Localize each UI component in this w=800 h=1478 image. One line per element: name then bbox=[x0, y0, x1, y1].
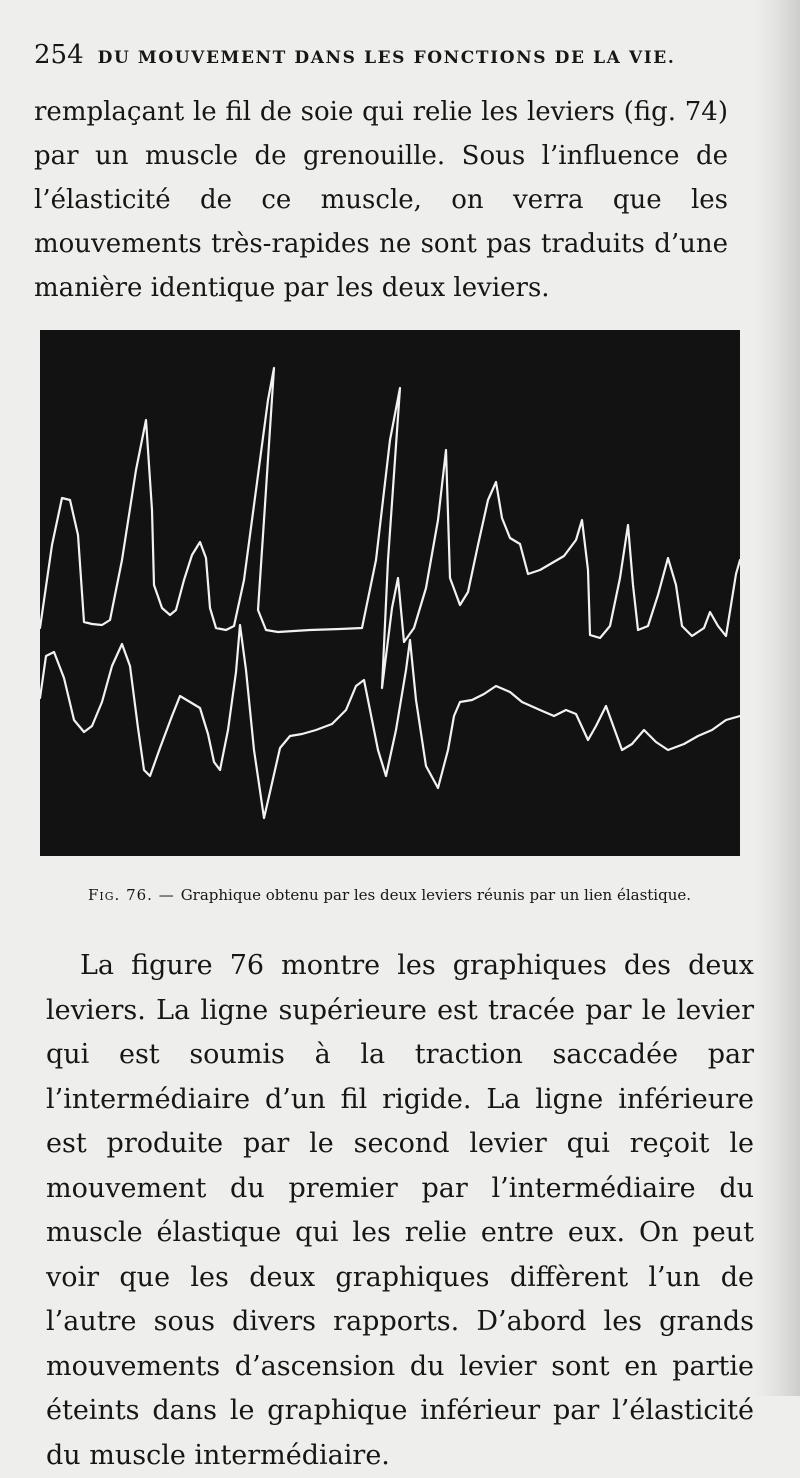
kymograph-traces bbox=[40, 330, 740, 856]
paragraph-bottom-text: La figure 76 montre les graphiques des deux leviers. La ligne supérieure est tracée par le levier qui est soumis à la traction saccadée par l’intermédiaire d’un fil rigide. La ligne inférieure est produite par le second levier qui reçoit le mouvement du premier par l’intermédiaire du muscle élastique qui les relie entre eux. On peut voir que les deux graphiques diffèrent l’un de l’autre sous divers rapports. D’abord les grands mouvements d’ascension du levier sont en partie éteints dans le graphique inférieur par l’élasticité du muscle intermédiaire. bbox=[46, 950, 754, 1471]
running-header bbox=[34, 40, 724, 70]
paragraph-bottom bbox=[46, 944, 754, 1478]
page-number: 254 bbox=[34, 40, 84, 70]
page-edge-shadow bbox=[754, 0, 800, 1396]
figure-label: Fig. 76. — bbox=[88, 886, 175, 904]
lower-trace bbox=[40, 625, 740, 818]
running-title: DU MOUVEMENT DANS LES FONCTIONS DE LA VIE. bbox=[97, 48, 676, 68]
paragraph-top: remplaçant le fil de soie qui relie les leviers (fig. 74) par un muscle de grenouille. Sous l’influence de l’élasticité de ce muscle, on verra que les mouvements très-rapides ne sont pas traduits d’une manière identique par les deux leviers. bbox=[34, 97, 728, 303]
upper-trace bbox=[40, 368, 740, 688]
figure-caption-text: Graphique obtenu par les deux leviers réunis par un lien élastique. bbox=[180, 886, 691, 904]
figure-76-graph bbox=[40, 330, 740, 856]
figure-caption bbox=[88, 886, 748, 904]
